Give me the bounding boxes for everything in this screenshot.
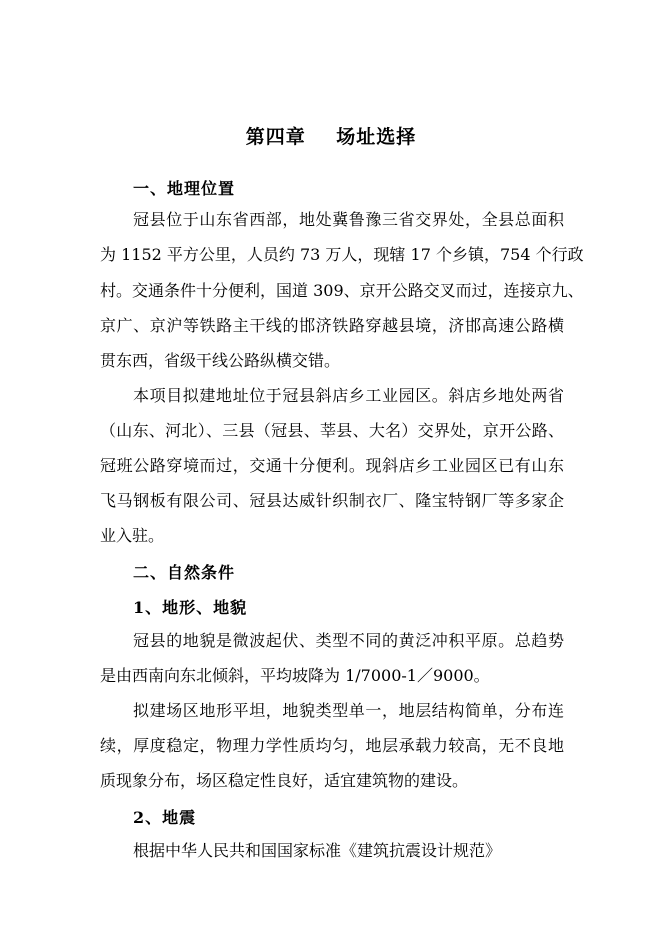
paragraph-line: 冠县的地貌是微波起伏、类型不同的黄泛冲积平原。总趋势 [133,631,564,650]
subsection-heading-earthquake: 2、地震 [133,808,197,827]
subsection-heading-terrain: 1、地形、地貌 [133,598,248,617]
paragraph-line: 业入驻。 [100,526,165,545]
paragraph-line: 质现象分布，场区稳定性良好，适宜建筑物的建设。 [100,771,469,790]
section-heading-natural-conditions: 二、自然条件 [133,563,236,582]
paragraph-line: 冠县位于山东省西部，地处冀鲁豫三省交界处，全县总面积 [133,210,564,229]
paragraph-line: 为 1152 平方公里，人员约 73 万人，现辖 17 个乡镇，754 个行政 [100,245,584,264]
paragraph-line: 是由西南向东北倾斜，平均坡降为 1/7000-1／9000。 [100,666,490,685]
paragraph-line: 续，厚度稳定，物理力学性质均匀，地层承载力较高，无不良地 [100,736,564,755]
paragraph-line: 本项目拟建地址位于冠县斜店乡工业园区。斜店乡地处两省 [133,386,564,405]
paragraph-line: 京广、京沪等铁路主干线的邯济铁路穿越县境，济邯高速公路横 [100,316,564,335]
paragraph-line: 飞马钢板有限公司、冠县达威针织制衣厂、隆宝特钢厂等多家企 [100,491,564,510]
paragraph-line: 冠班公路穿境而过，交通十分便利。现斜店乡工业园区已有山东 [100,456,564,475]
paragraph-line: 根据中华人民共和国国家标准《建筑抗震设计规范》 [133,841,502,860]
paragraph-line: （山东、河北）、三县（冠县、莘县、大名）交界处，京开公路、 [100,421,564,440]
section-heading-location: 一、地理位置 [133,179,236,198]
paragraph-line: 村。交通条件十分便利，国道 309、京开公路交叉而过，连接京九、 [100,281,584,300]
paragraph-line: 贯东西，省级干线公路纵横交错。 [100,351,341,370]
paragraph-line: 拟建场区地形平坦，地貌类型单一，地层结构简单，分布连 [133,701,564,720]
chapter-title: 第四章 场址选择 [245,126,417,148]
